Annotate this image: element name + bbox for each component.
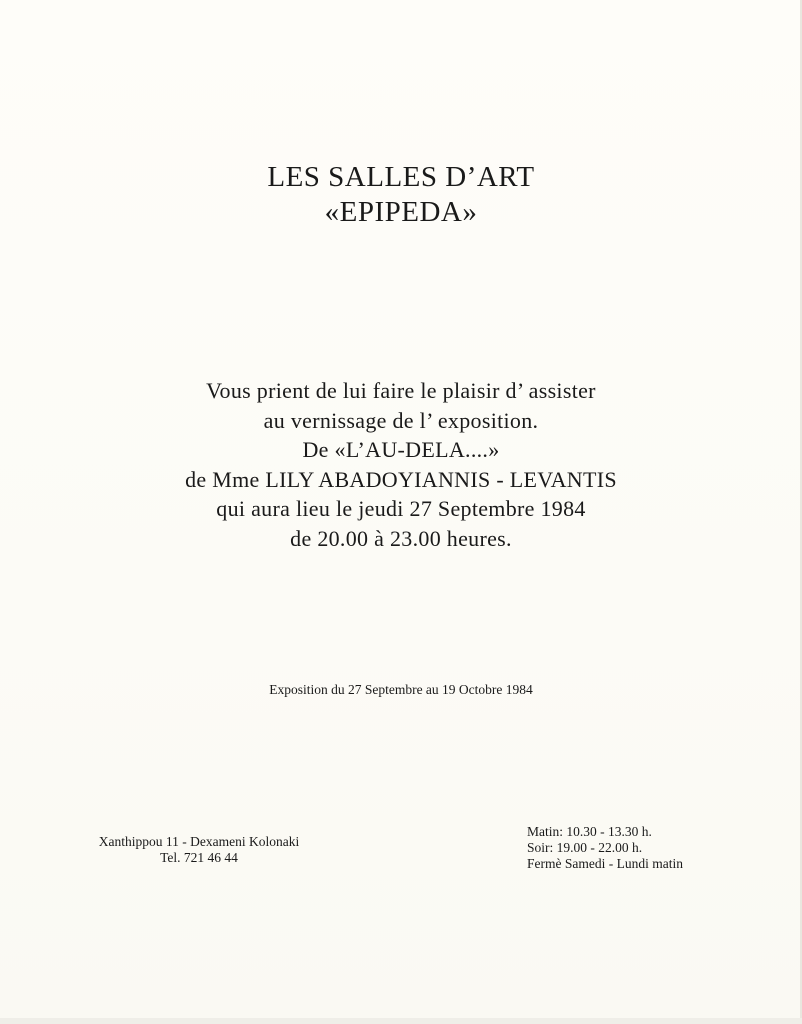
invitation-text — [0, 376, 802, 553]
gallery-address — [76, 834, 322, 866]
exhibition-dates-text: Exposition du 27 Septembre au 19 Octobre 1984 — [269, 682, 533, 697]
hours-closed: Fermè Samedi - Lundi matin — [527, 856, 683, 871]
invitation-line-5: qui aura lieu le jeudi 27 Septembre 1984 — [216, 496, 586, 521]
paper-bottom-edge — [0, 1018, 802, 1024]
invitation-line-3: De «L’AU-DELA....» — [302, 437, 500, 462]
gallery-title-line-1: LES SALLES D’ART — [267, 161, 535, 193]
invitation-line-6: de 20.00 à 23.00 heures. — [290, 525, 512, 551]
gallery-title — [0, 160, 802, 230]
hours-evening: Soir: 19.00 - 22.00 h. — [527, 840, 643, 855]
gallery-title-line-2: «EPIPEDA» — [324, 196, 478, 228]
opening-hours — [527, 824, 747, 872]
address-street: Xanthippou 11 - Dexameni Kolonaki — [98, 834, 300, 849]
hours-morning: Matin: 10.30 - 13.30 h. — [527, 824, 652, 839]
invitation-line-1: Vous prient de lui faire le plaisir d’ assister — [206, 378, 596, 403]
invitation-line-4: de Mme LILY ABADOYIANNIS - LEVANTIS — [185, 466, 617, 492]
address-phone: Tel. 721 46 44 — [160, 850, 238, 865]
invitation-line-2: au vernissage de l’ exposition. — [263, 407, 539, 433]
exhibition-dates — [0, 681, 802, 699]
